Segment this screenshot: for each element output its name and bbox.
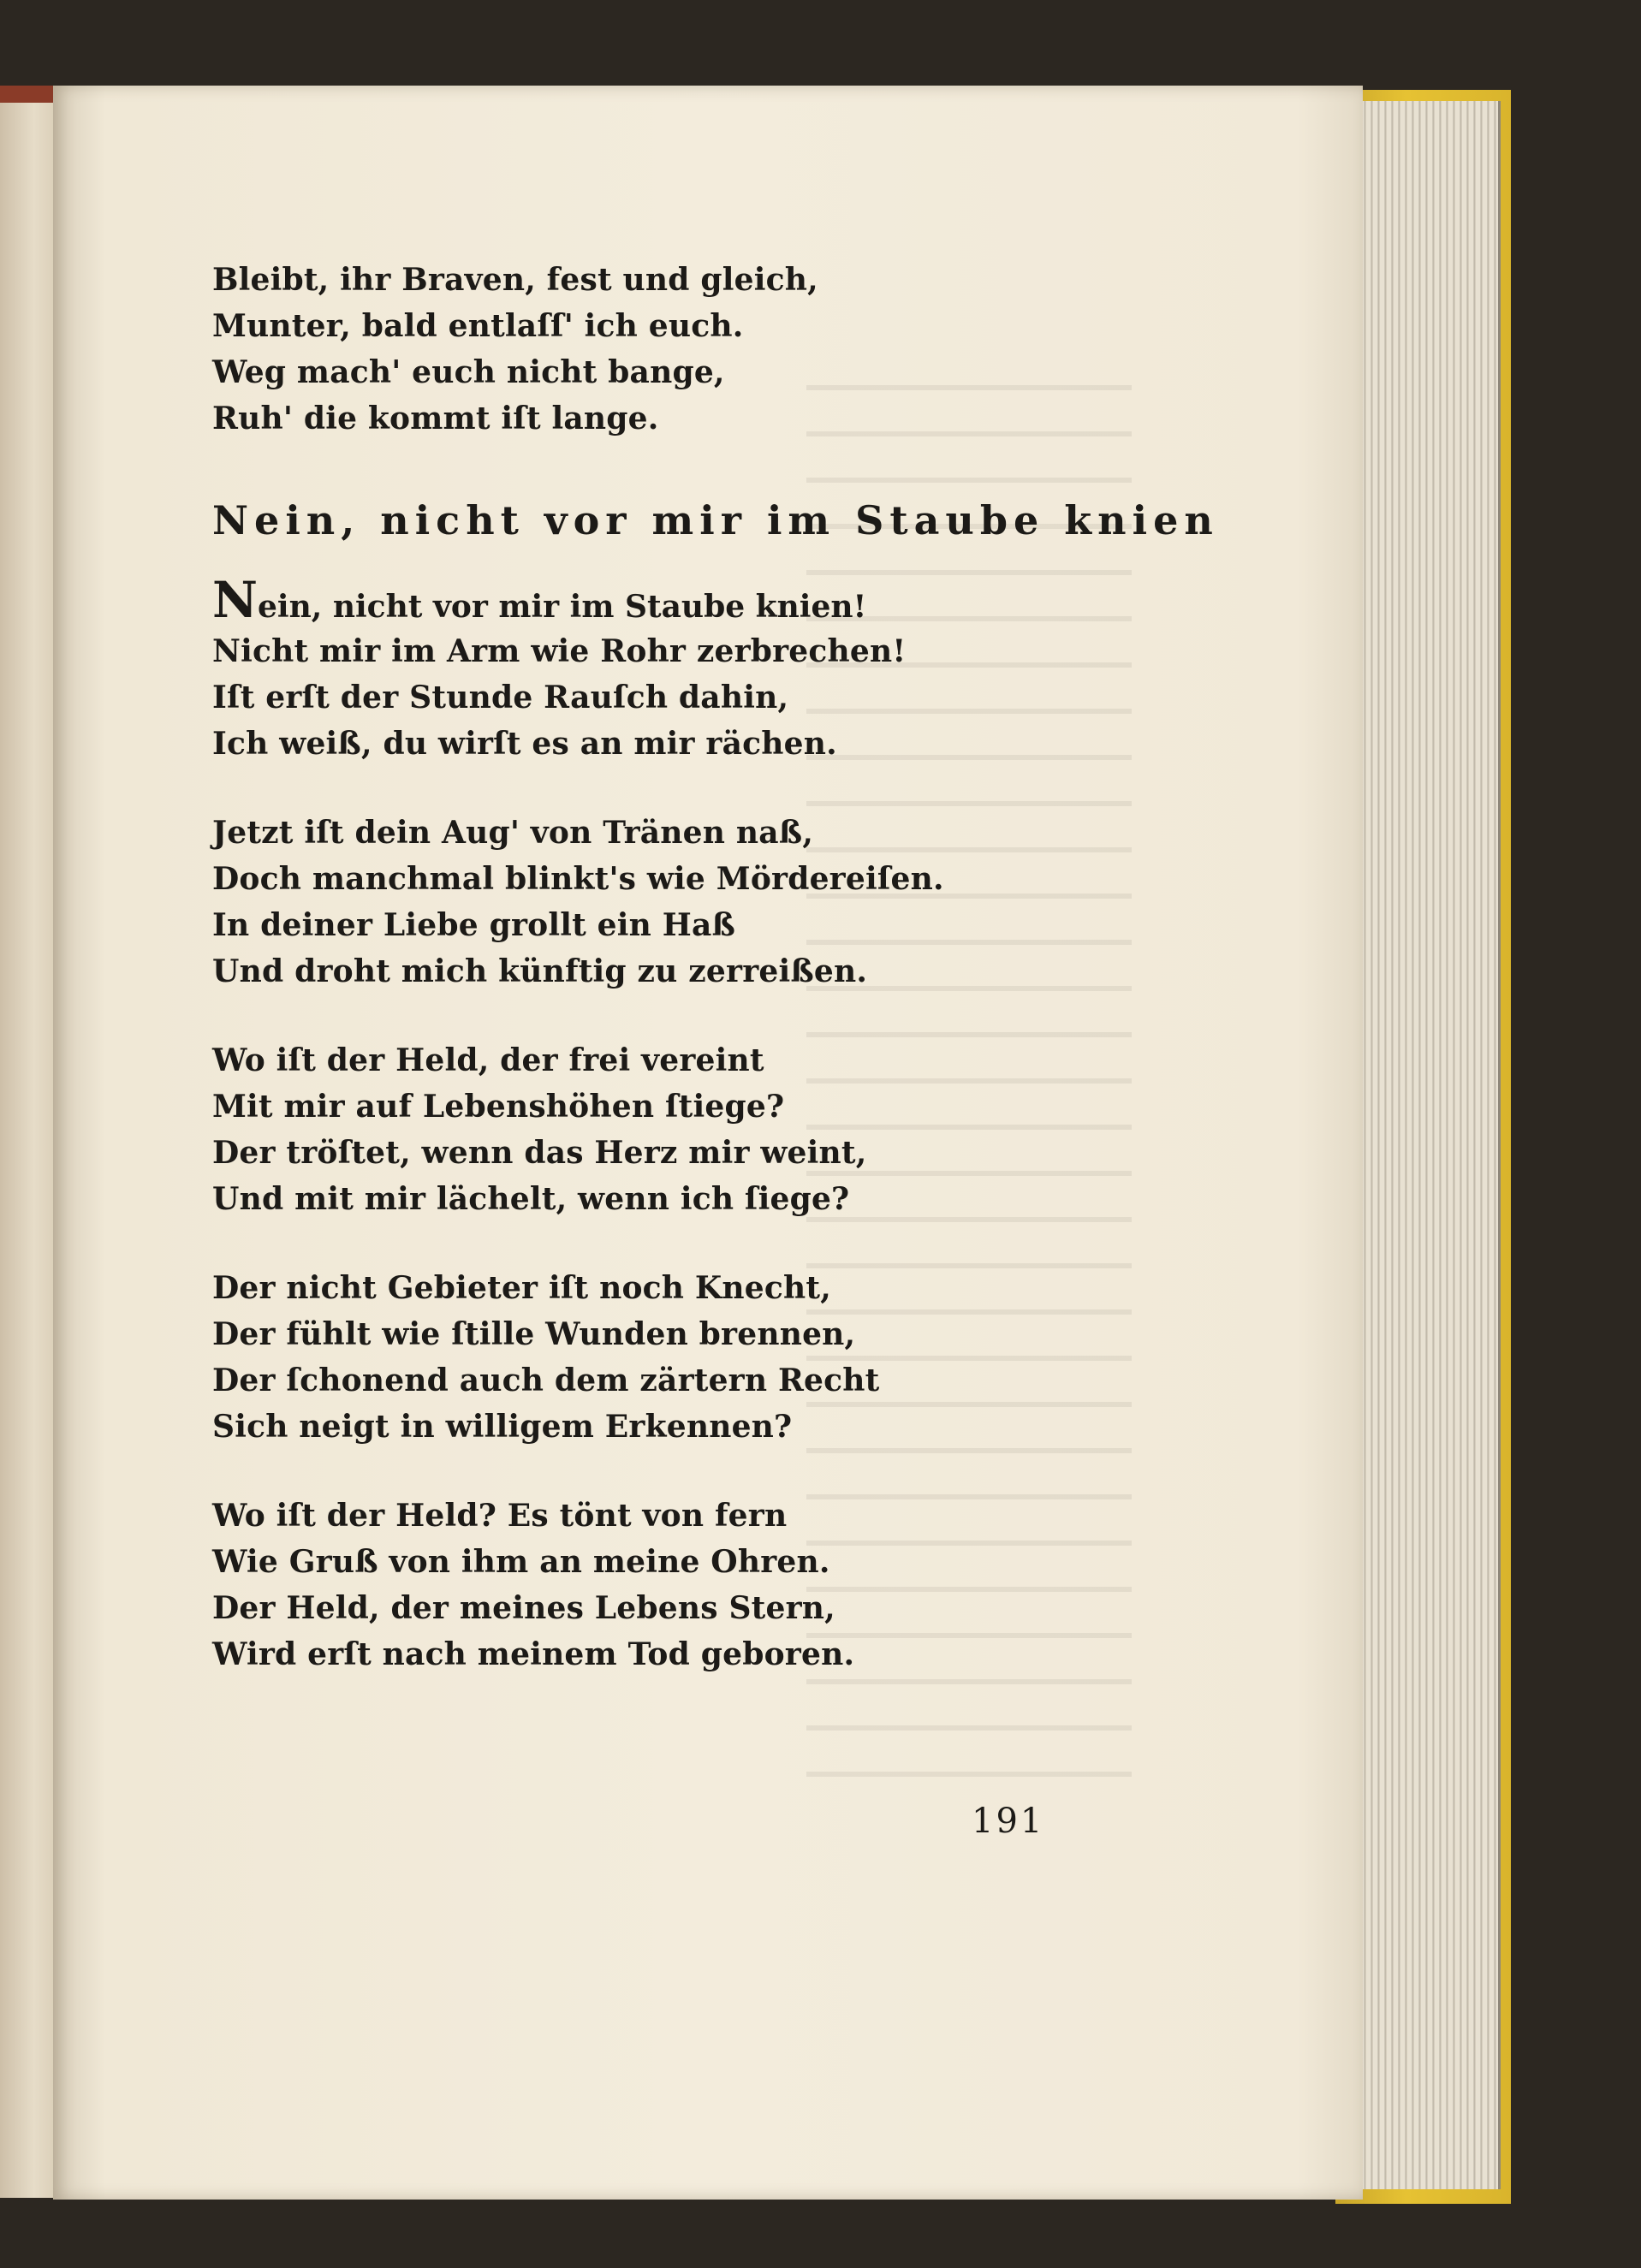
verse-line: Bleibt, ihr Braven, fest und gleich, [212,262,818,298]
verse-line: Wo iſt der Held, der frei vereint [212,1042,764,1078]
drop-initial: N [212,571,259,629]
verse-line: Der Held, der meines Lebens Stern, [212,1590,835,1626]
verse-line: Der tröſtet, wenn das Herz mir weint, [212,1135,867,1171]
poem-title: Nein, nicht vor mir im Staube knien [212,497,1219,543]
stanza-gap [212,767,1068,810]
stanza-4 [212,1265,1068,1450]
verse-line: Wie Gruß von ihm an meine Ohren. [212,1544,830,1580]
stanza-gap [212,994,1068,1037]
verse-line: Und mit mir lächelt, wenn ich ſiege? [212,1181,850,1217]
verse-line: Der nicht Gebieter iſt noch Knecht, [212,1270,831,1306]
stanza-gap [212,1222,1068,1265]
page-text [212,257,1219,1677]
verse-line: Iſt erſt der Stunde Rauſch dahin, [212,680,789,715]
verse-line: Mit mir auf Lebenshöhen ſtiege? [212,1089,785,1125]
stanza-2 [212,810,1068,994]
verse-line: Jetzt iſt dein Aug' von Tränen naß, [212,815,814,851]
verse-line: Und droht mich künftig zu zerreißen. [212,953,868,989]
page-edges [1353,101,1501,2189]
verse-line: Wird erſt nach meinem Tod geboren. [212,1636,855,1672]
verse-line: Doch manchmal blinkt's wie Mördereiſen. [212,861,944,897]
verse-line-first [212,571,1068,629]
verse-line: Ruh' die kommt iſt lange. [212,401,659,436]
verse-line: Nicht mir im Arm wie Rohr zerbrechen! [212,633,907,669]
verse-line: Weg mach' euch nicht bange, [212,354,725,390]
verse-line: Munter, bald entlaſſ' ich euch. [212,308,744,344]
verse-line: Der ſchonend auch dem zärtern Recht [212,1363,880,1398]
stanza-previous-poem [212,257,1068,442]
page-number: 191 [972,1802,1045,1841]
verse-line: Wo iſt der Held? Es tönt von fern [212,1498,788,1534]
verse-line: Der fühlt wie ſtille Wunden brennen, [212,1316,856,1352]
stanza-gap [212,1450,1068,1493]
first-line-text: ein, nicht vor mir im Staube knien! [258,589,867,625]
verse-line: In deiner Liebe grollt ein Haß [212,907,736,943]
stanza-5 [212,1493,1068,1677]
stanza-3 [212,1037,1068,1222]
verse-line: Sich neigt in willigem Erkennen? [212,1409,793,1445]
stanza-1 [212,571,1068,767]
verse-line: Ich weiß, du wirſt es an mir rächen. [212,726,837,762]
